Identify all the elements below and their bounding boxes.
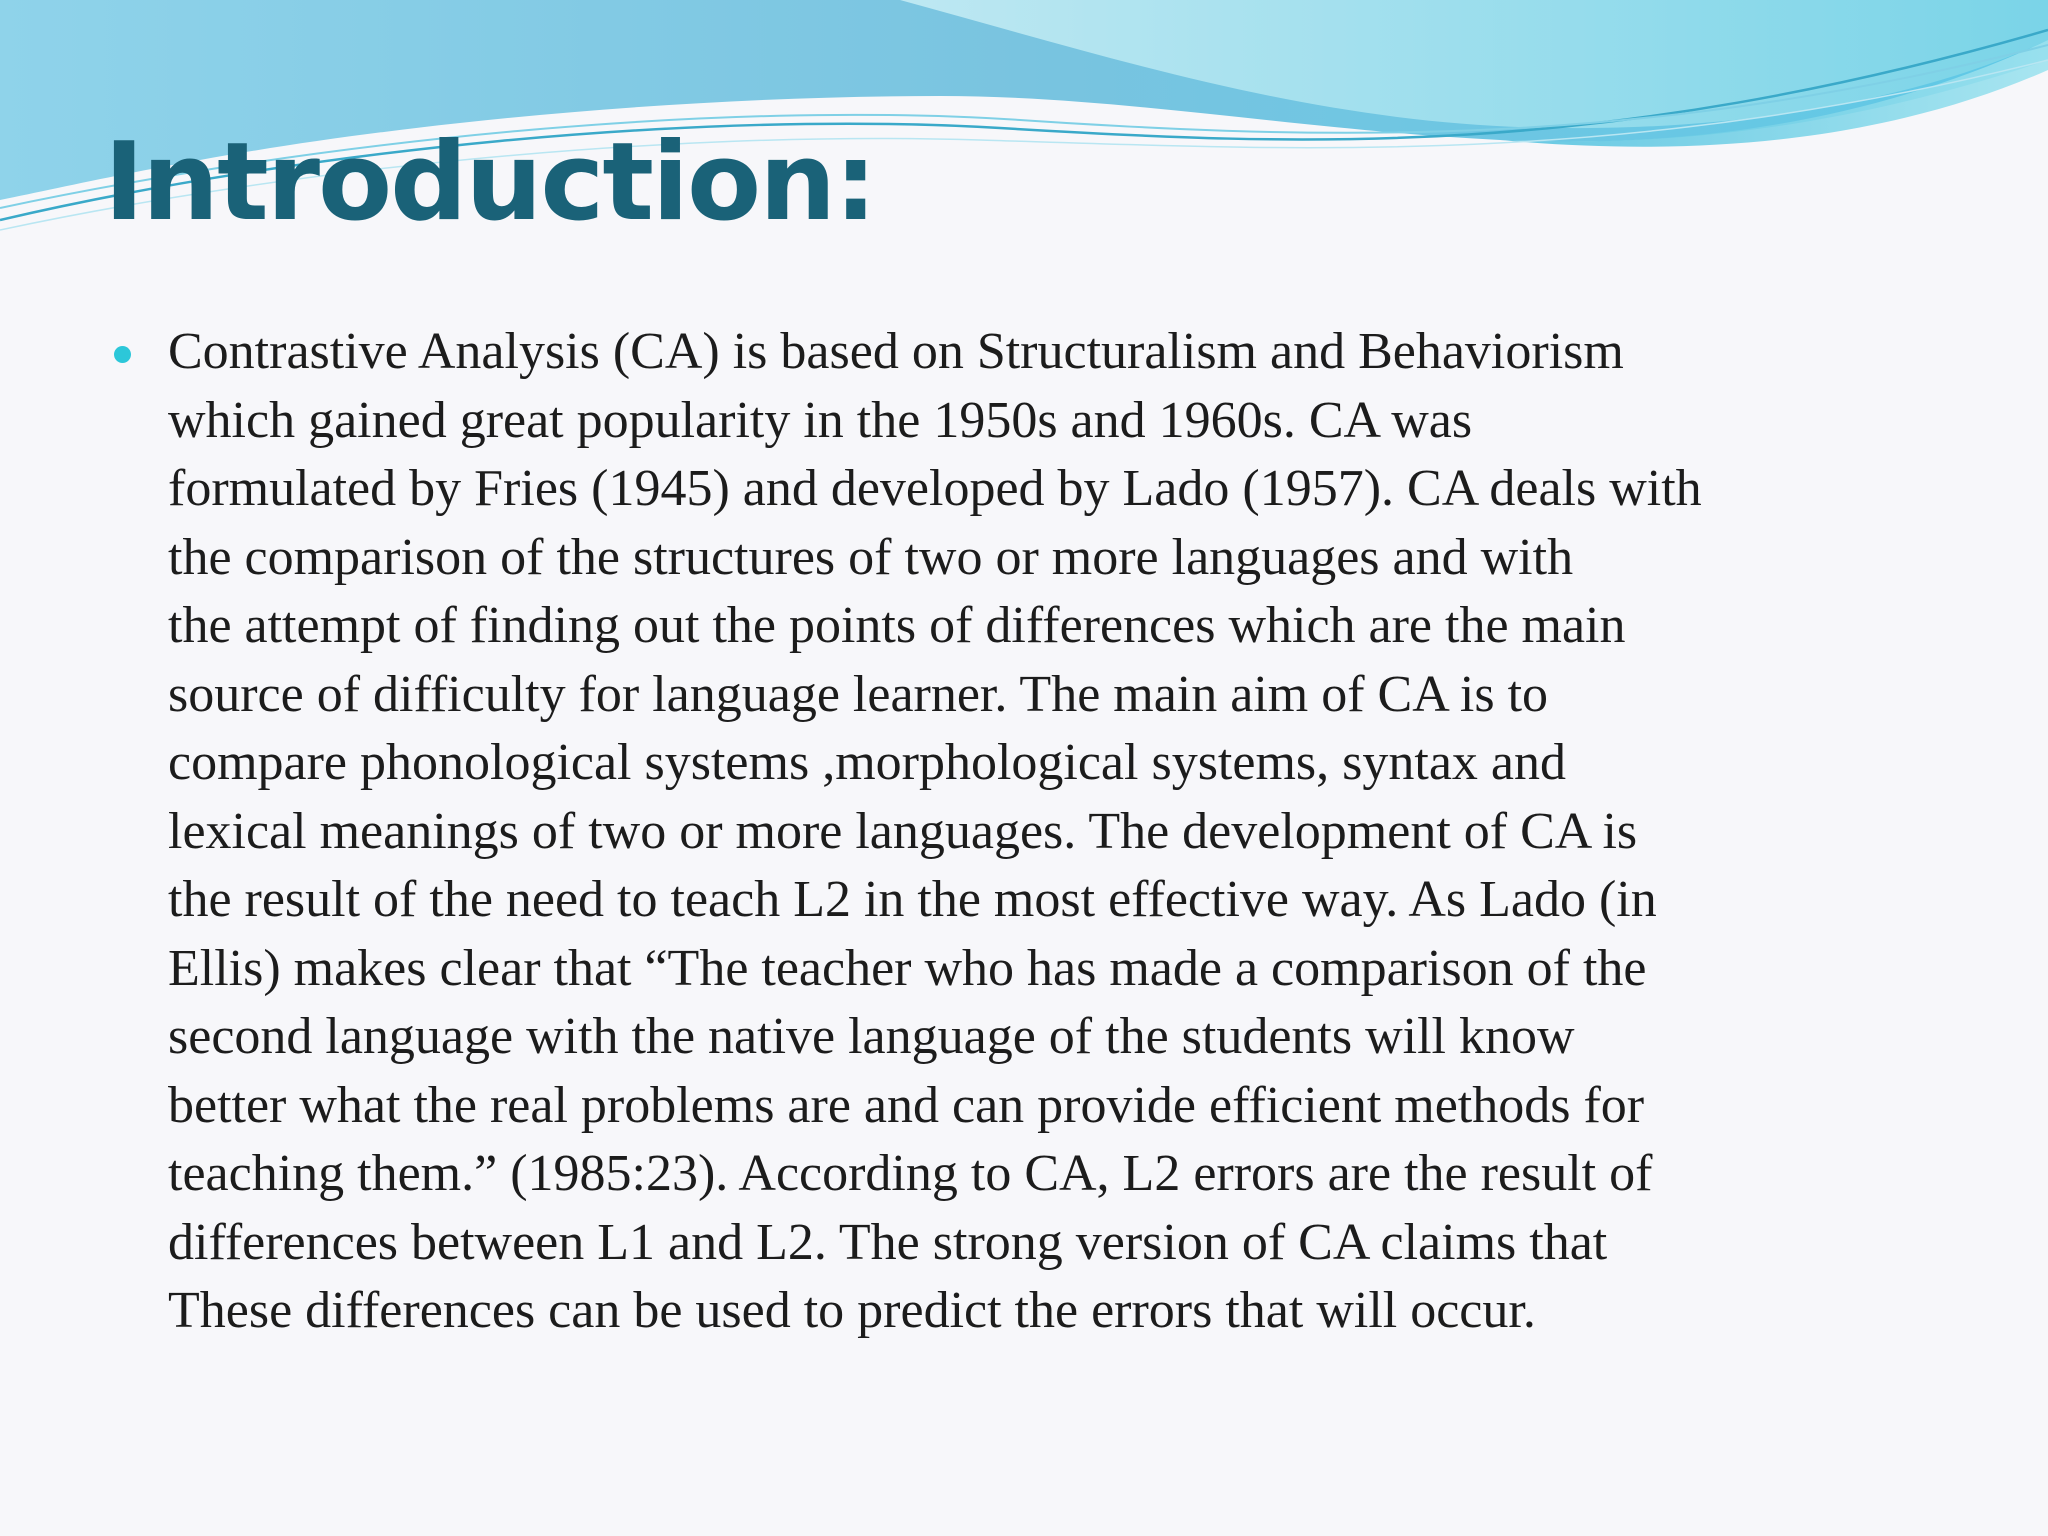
paragraph-line: differences between L1 and L2. The strong version of CA claims that — [168, 1213, 1608, 1271]
paragraph-line: better what the real problems are and can provide efficient methods for — [168, 1076, 1645, 1134]
paragraph-line: second language with the native language of the students will know — [168, 1008, 1575, 1065]
paragraph-line: formulated by Fries (1945) and developed by Lado (1957). CA deals with — [168, 460, 1702, 517]
paragraph-line: lexical meanings of two or more languages. The development of CA is — [168, 802, 1638, 860]
bullet-paragraph — [168, 318, 1990, 1346]
bullet-item — [110, 318, 1990, 1346]
paragraph-line: the comparison of the structures of two or more languages and with — [168, 528, 1574, 586]
bullet-icon — [114, 346, 131, 363]
paragraph-line: the attempt of finding out the points of differences which are the main — [168, 597, 1626, 654]
paragraph-line: which gained great popularity in the 1950s and 1960s. CA was — [168, 391, 1473, 449]
slide-title: Introduction: — [104, 120, 876, 245]
paragraph-line: Ellis) makes clear that “The teacher who has made a comparison of the — [168, 939, 1647, 997]
paragraph-line: teaching them.” (1985:23). According to CA, L2 errors are the result of — [168, 1145, 1653, 1202]
paragraph-line: source of difficulty for language learner. The main aim of CA is to — [168, 665, 1549, 723]
bullet-list — [110, 318, 1990, 1346]
paragraph-line: These differences can be used to predict the errors that will occur. — [168, 1282, 1536, 1339]
paragraph-line: the result of the need to teach L2 in the most effective way. As Lado (in — [168, 871, 1657, 928]
paragraph-line: compare phonological systems ,morphological systems, syntax and — [168, 734, 1566, 791]
paragraph-line: Contrastive Analysis (CA) is based on Structuralism and Behaviorism — [168, 323, 1624, 380]
